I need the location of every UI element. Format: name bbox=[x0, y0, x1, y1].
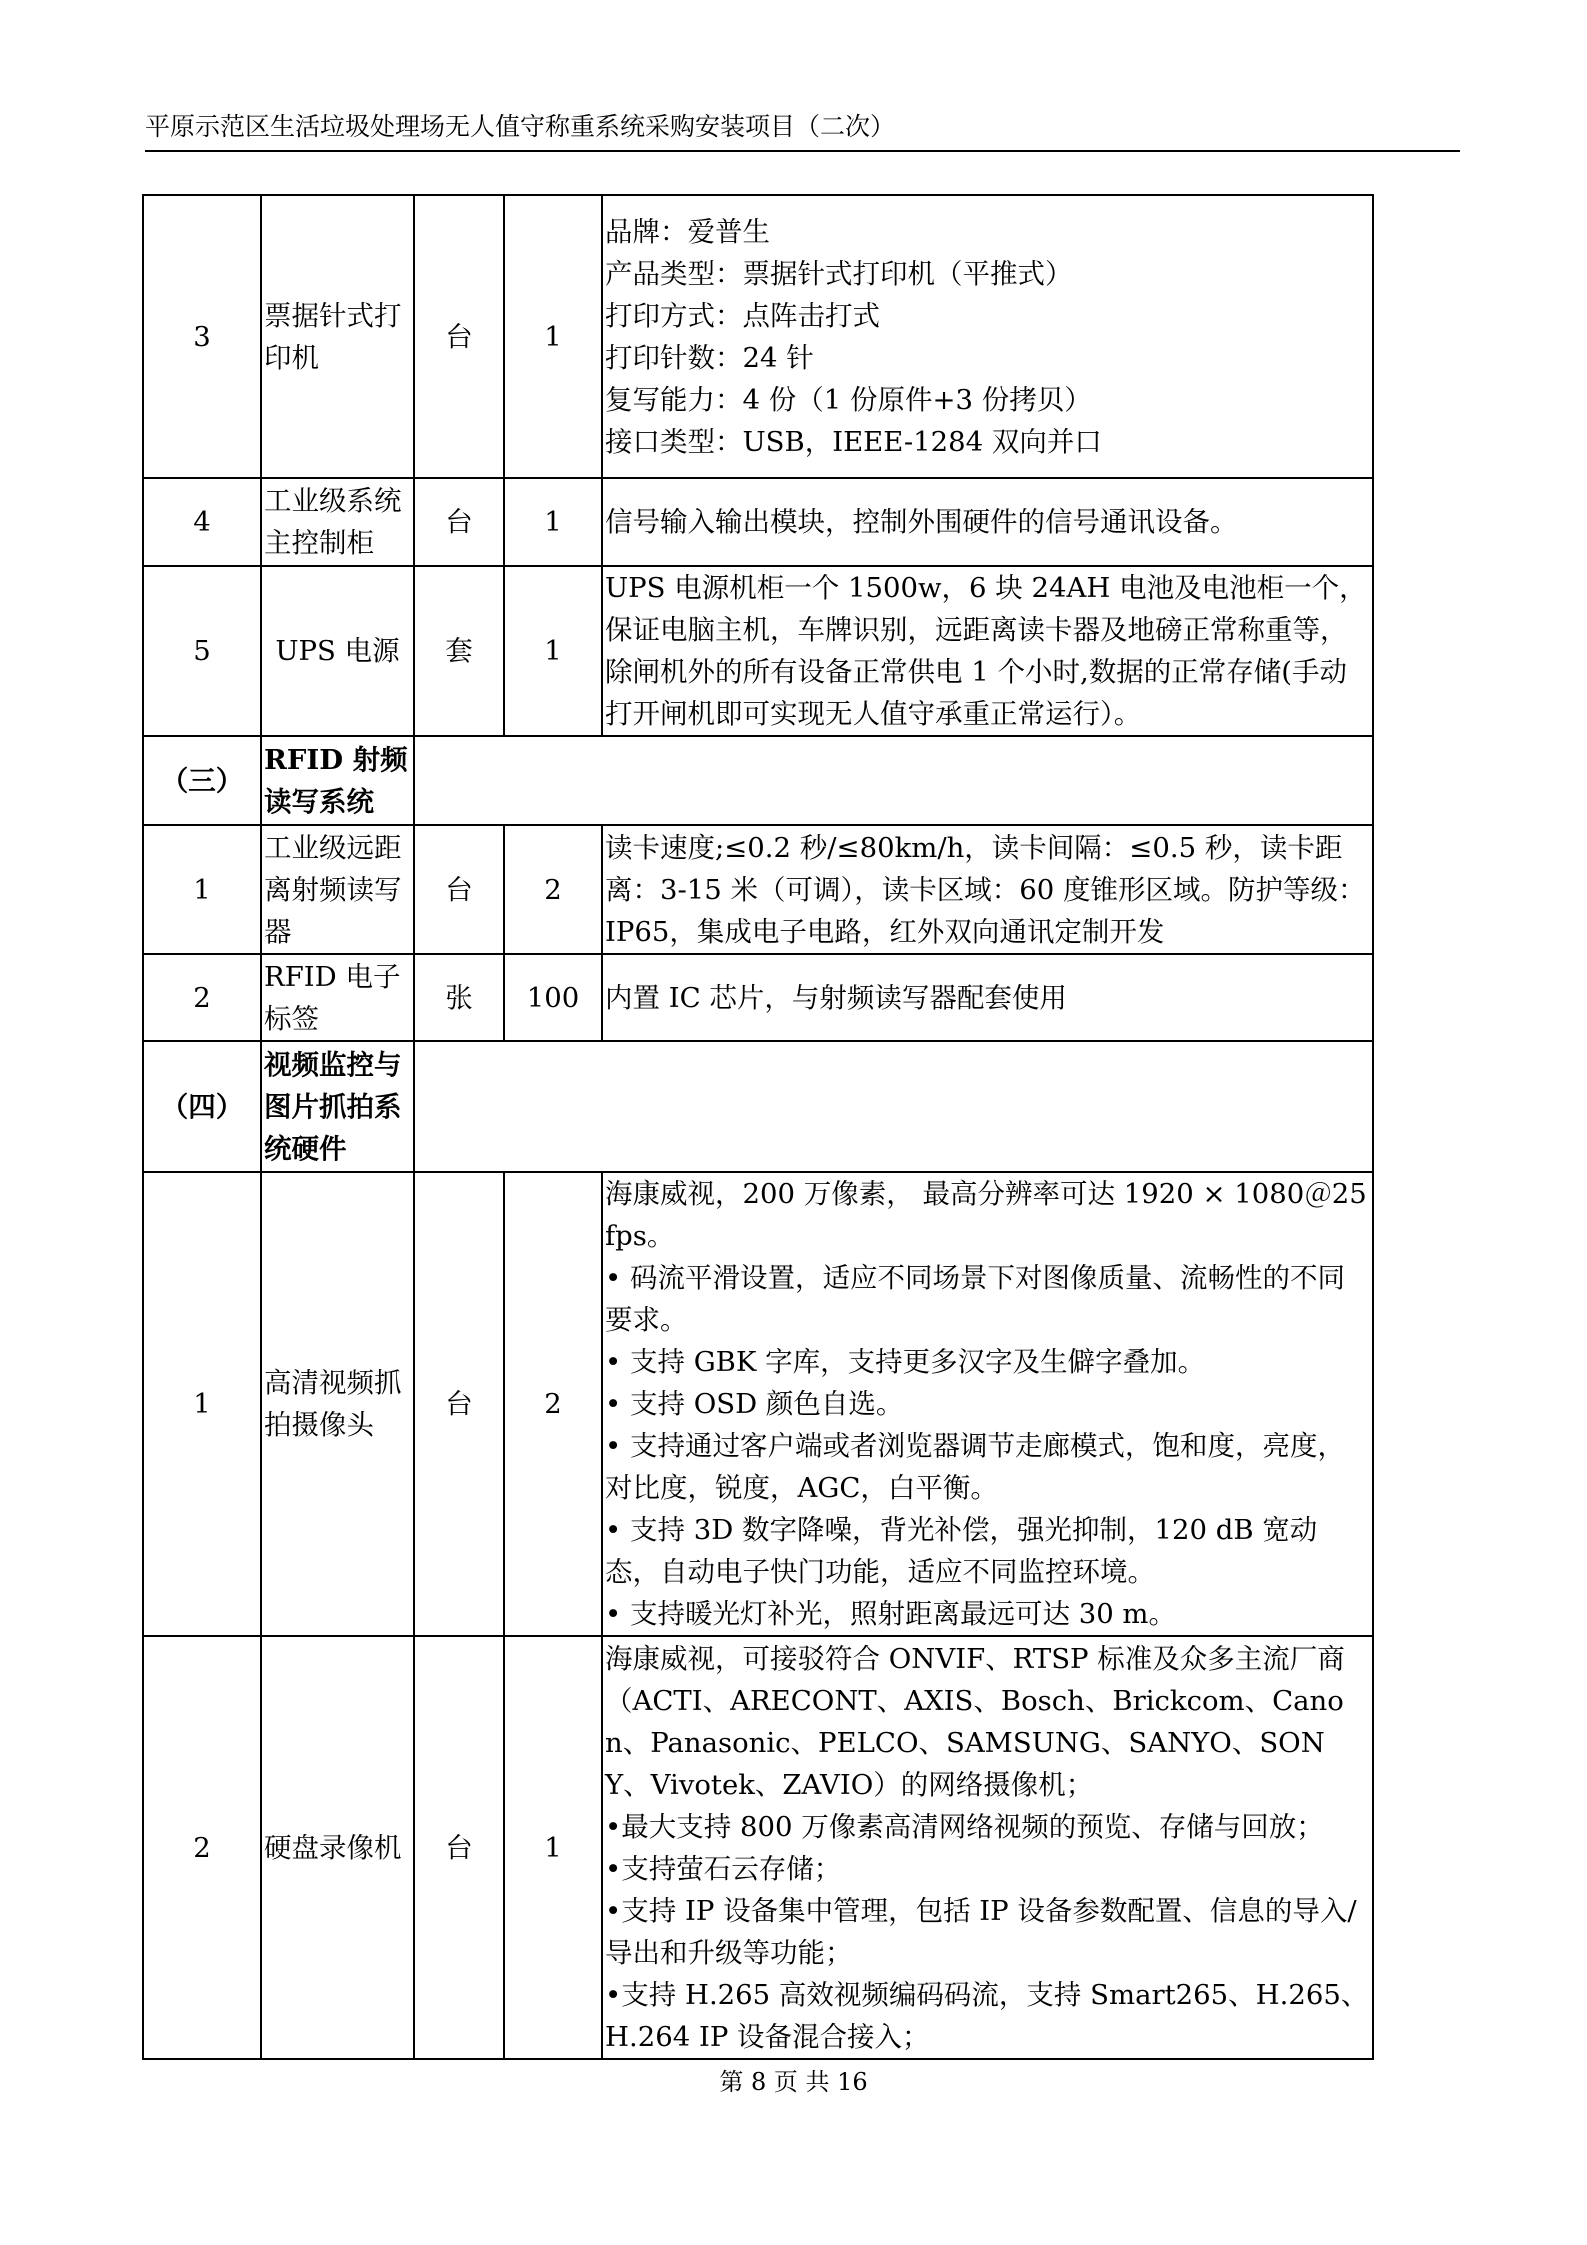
item-quantity: 2 bbox=[504, 825, 602, 954]
item-name: 硬盘录像机 bbox=[261, 1636, 414, 2059]
item-unit: 台 bbox=[414, 478, 504, 566]
item-unit: 台 bbox=[414, 1172, 504, 1636]
spec-line: 海康威视，可接驳符合 ONVIF、RTSP 标准及众多主流厂商（ACTI、ARECONT、AXIS、Bosch、Brickcom、Canon、Panasonic、PELCO、SAMSUNG、SANYO、SONY、Vivotek、ZAVIO）的网络摄像机； bbox=[605, 1642, 1345, 1801]
item-specification: UPS 电源机柜一个 1500w，6 块 24AH 电池及电池柜一个，保证电脑主机，车牌识别，远距离读卡器及地磅正常称重等，除闸机外的所有设备正常供电 1 个小时,数据的正常存储(手动打开闸机即可实现无人值守承重正常运行）。 bbox=[602, 566, 1373, 736]
spec-line: • 支持暖光灯补光，照射距离最远可达 30 m。 bbox=[605, 1598, 1177, 1630]
item-unit: 台 bbox=[414, 1636, 504, 2059]
table-row bbox=[143, 195, 1373, 478]
item-number: 2 bbox=[143, 954, 261, 1041]
section-number: （四） bbox=[143, 1041, 261, 1172]
item-unit: 台 bbox=[414, 195, 504, 478]
page-number: 第 8 页 共 16 bbox=[719, 2068, 868, 2096]
table-row bbox=[143, 566, 1373, 736]
section-row bbox=[143, 1041, 1373, 1172]
spec-line: 产品类型：票据针式打印机（平推式） bbox=[605, 257, 1073, 290]
item-number: 2 bbox=[143, 1636, 261, 2059]
spec-line: •支持萤石云存储； bbox=[605, 1852, 842, 1885]
item-quantity: 1 bbox=[504, 195, 602, 478]
spec-table bbox=[142, 194, 1374, 2060]
item-unit: 张 bbox=[414, 954, 504, 1041]
item-number: 5 bbox=[143, 566, 261, 736]
spec-line: 打印方式：点阵击打式 bbox=[605, 299, 880, 332]
item-name: 票据针式打印机 bbox=[261, 195, 414, 478]
item-name: UPS 电源 bbox=[261, 566, 414, 736]
spec-line: •最大支持 800 万像素高清网络视频的预览、存储与回放； bbox=[605, 1810, 1324, 1843]
item-number: 3 bbox=[143, 195, 261, 478]
item-number: 1 bbox=[143, 825, 261, 954]
spec-line: •支持 H.265 高效视频编码码流，支持 Smart265、H.265、H.264 IP 设备混合接入； bbox=[605, 1978, 1369, 2053]
table-row bbox=[143, 825, 1373, 954]
table-row bbox=[143, 478, 1373, 566]
page-header: 平原示范区生活垃圾处理场无人值守称重系统采购安装项目（二次） bbox=[145, 110, 1460, 152]
spec-line: 接口类型：USB，IEEE-1284 双向并口 bbox=[605, 425, 1102, 458]
item-quantity: 100 bbox=[504, 954, 602, 1041]
item-quantity: 2 bbox=[504, 1172, 602, 1636]
table-row bbox=[143, 954, 1373, 1041]
spec-line: 打印针数：24 针 bbox=[605, 341, 814, 374]
item-quantity: 1 bbox=[504, 1636, 602, 2059]
spec-line: •支持 IP 设备集中管理，包括 IP 设备参数配置、信息的导入/导出和升级等功能； bbox=[605, 1894, 1357, 1969]
table-row bbox=[143, 1636, 1373, 2059]
spec-line: • 支持 OSD 颜色自选。 bbox=[605, 1388, 904, 1420]
spec-line: 海康威视，200 万像素， 最高分辨率可达 1920 × 1080＠25 fps。 bbox=[605, 1178, 1367, 1252]
spec-line: • 支持 3D 数字降噪，背光补偿，强光抑制，120 dB 宽动态，自动电子快门功能，适应不同监控环境。 bbox=[605, 1514, 1318, 1588]
spec-line: 品牌：爱普生 bbox=[605, 215, 770, 248]
spec-line: • 支持 GBK 字库，支持更多汉字及生僻字叠加。 bbox=[605, 1346, 1206, 1378]
item-unit: 台 bbox=[414, 825, 504, 954]
spec-line: • 码流平滑设置，适应不同场景下对图像质量、流畅性的不同要求。 bbox=[605, 1262, 1345, 1336]
item-specification: 信号输入输出模块，控制外围硬件的信号通讯设备。 bbox=[602, 478, 1373, 566]
spec-line: • 支持通过客户端或者浏览器调节走廊模式，饱和度，亮度，对比度，锐度，AGC，白平衡。 bbox=[605, 1430, 1345, 1504]
item-name: 工业级远距离射频读写器 bbox=[261, 825, 414, 954]
item-number: 4 bbox=[143, 478, 261, 566]
item-name: RFID 电子标签 bbox=[261, 954, 414, 1041]
section-title: 视频监控与图片抓拍系统硬件 bbox=[261, 1041, 414, 1172]
item-specification bbox=[602, 1636, 1373, 2059]
section-row bbox=[143, 736, 1373, 825]
spec-line: 复写能力：4 份（1 份原件+3 份拷贝） bbox=[605, 383, 1092, 416]
section-number: （三） bbox=[143, 736, 261, 825]
item-quantity: 1 bbox=[504, 566, 602, 736]
item-name: 工业级系统主控制柜 bbox=[261, 478, 414, 566]
item-name: 高清视频抓拍摄像头 bbox=[261, 1172, 414, 1636]
section-blank bbox=[414, 1041, 1373, 1172]
section-blank bbox=[414, 736, 1373, 825]
item-specification bbox=[602, 1172, 1373, 1636]
item-number: 1 bbox=[143, 1172, 261, 1636]
item-specification bbox=[602, 195, 1373, 478]
item-specification: 读卡速度;≤0.2 秒/≤80km/h，读卡间隔：≤0.5 秒，读卡距离：3-15 米（可调），读卡区域：60 度锥形区域。防护等级：IP65，集成电子电路，红外双向通讯定制开发 bbox=[602, 825, 1373, 954]
item-specification: 内置 IC 芯片，与射频读写器配套使用 bbox=[602, 954, 1373, 1041]
item-unit: 套 bbox=[414, 566, 504, 736]
item-quantity: 1 bbox=[504, 478, 602, 566]
table-row bbox=[143, 1172, 1373, 1636]
section-title: RFID 射频读写系统 bbox=[261, 736, 414, 825]
